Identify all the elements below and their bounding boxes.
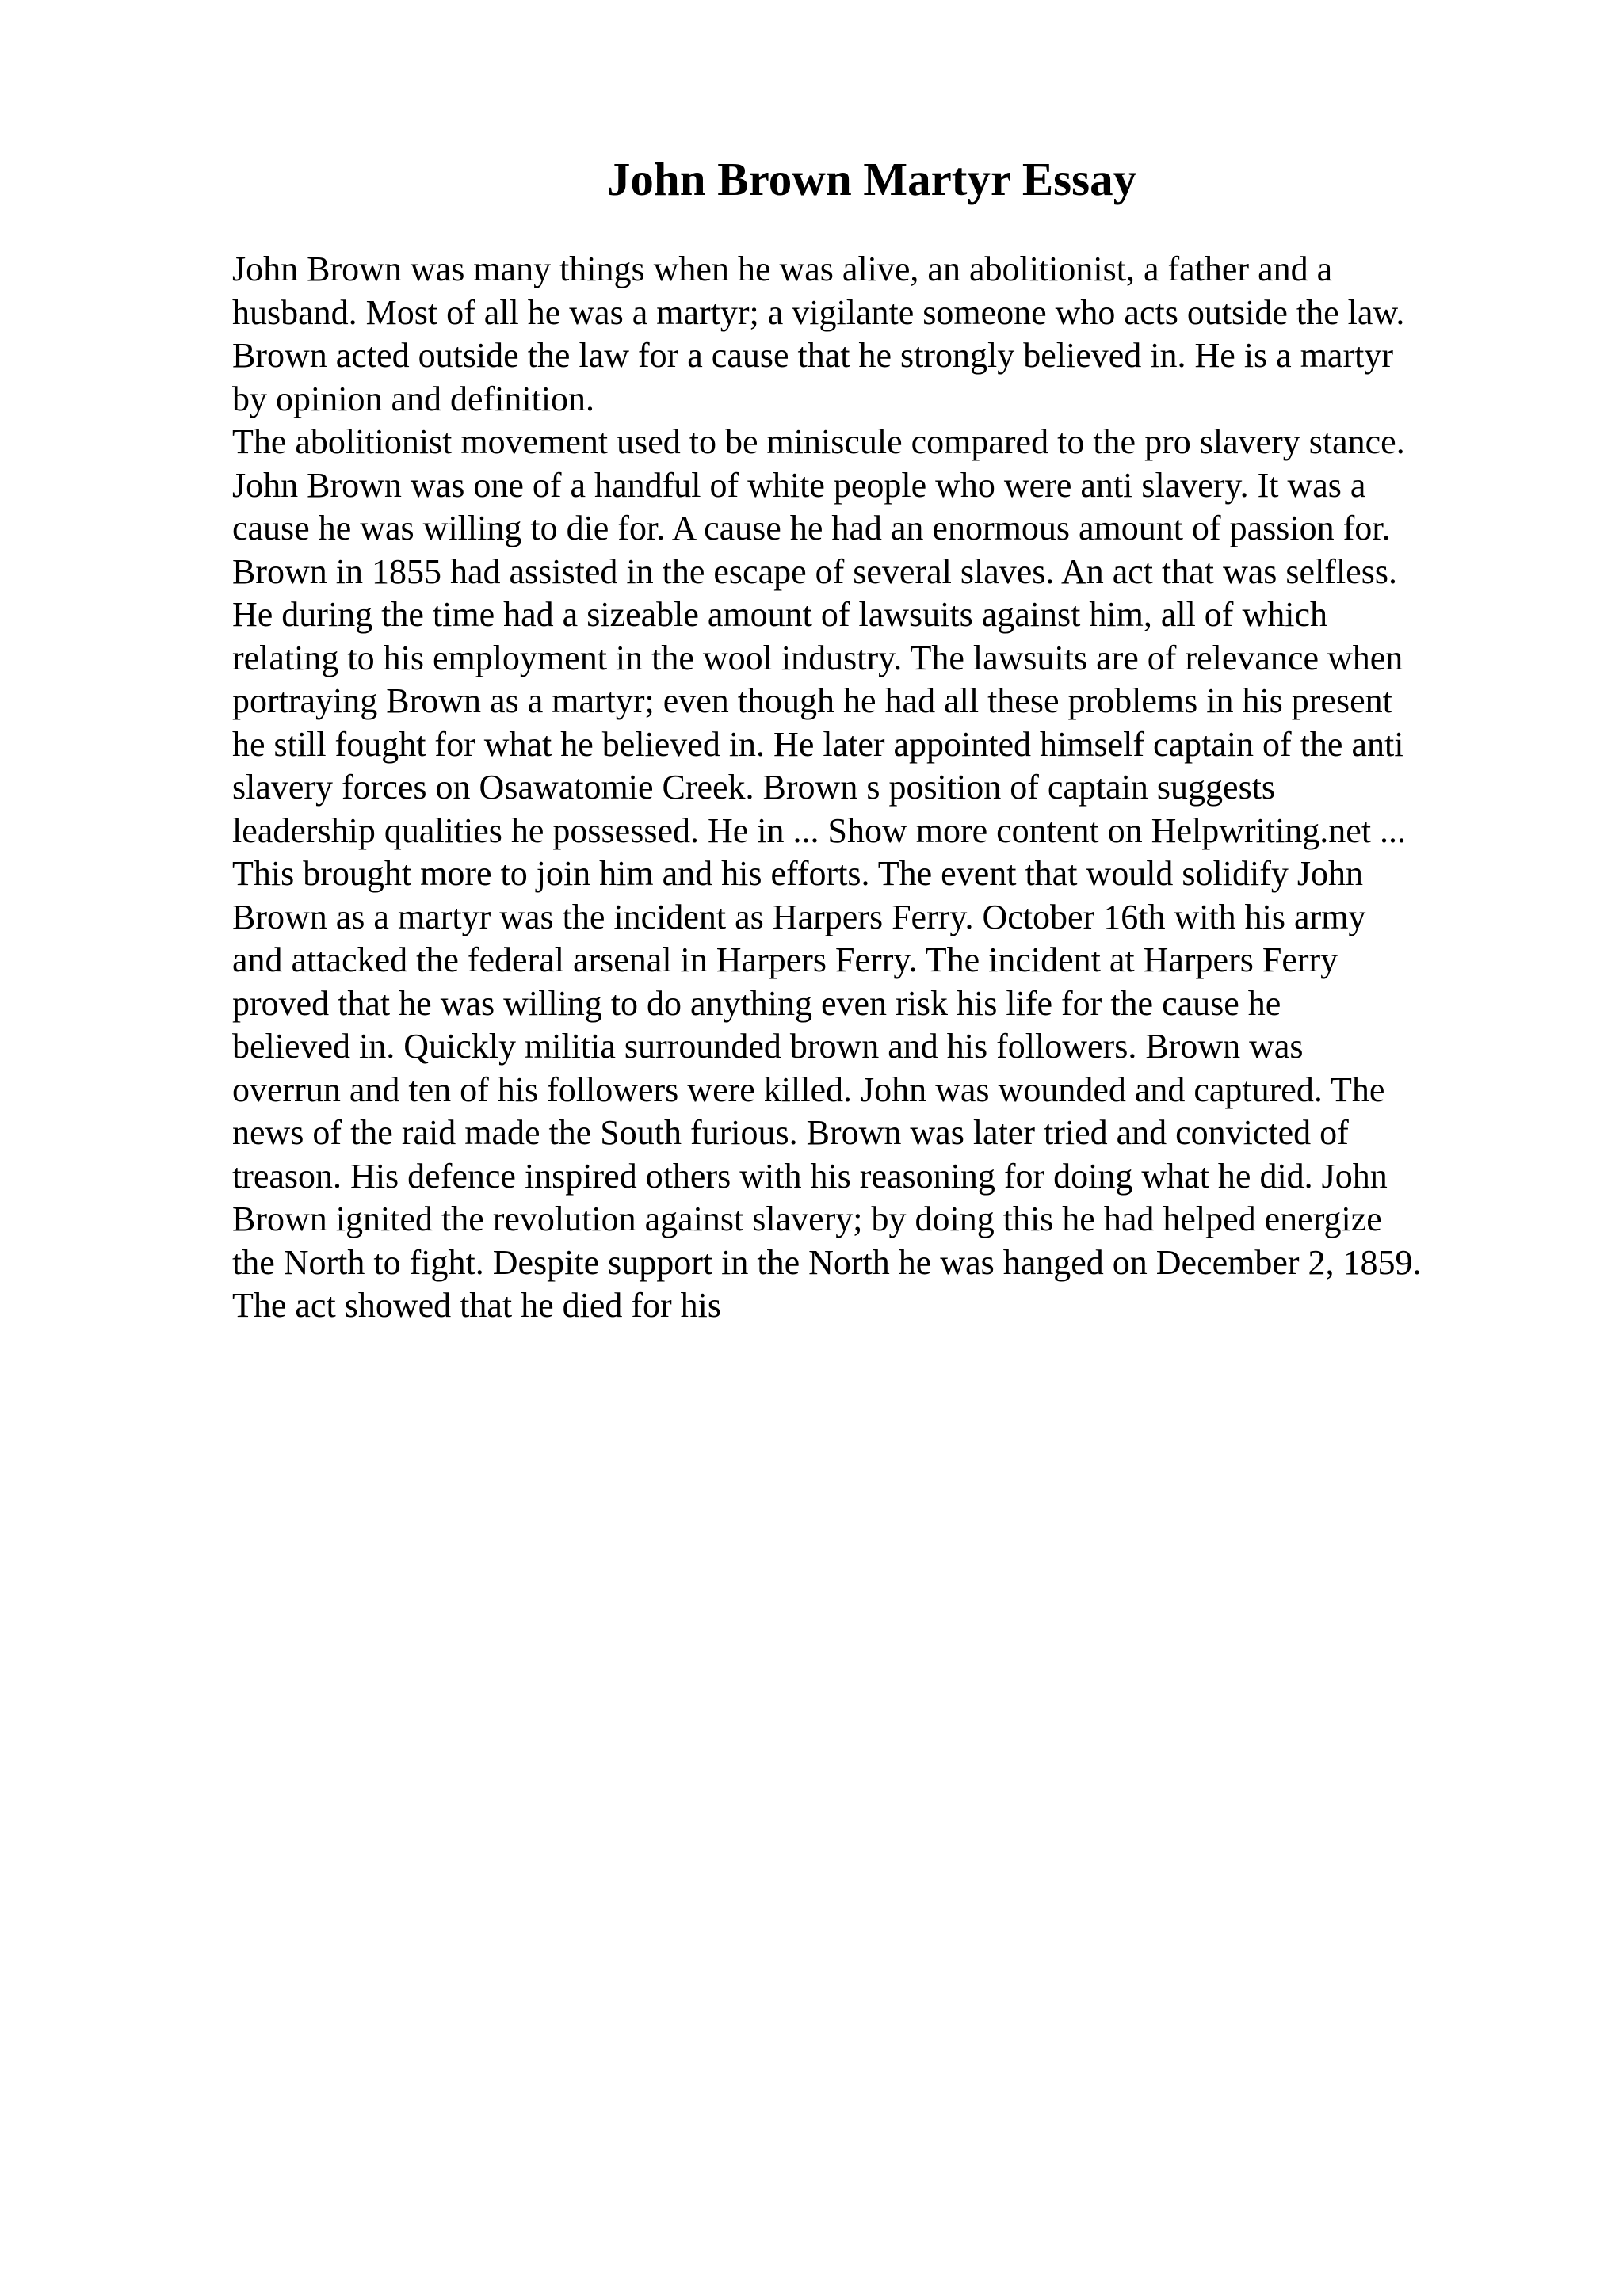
text-line: slavery forces on Osawatomie Creek. Brown s position of captain suggests: [232, 768, 1276, 807]
text-line: Brown ignited the revolution against slavery; by doing this he had helped energize: [232, 1199, 1382, 1238]
text-line: He during the time had a sizeable amount of lawsuits against him, all of which: [232, 595, 1327, 634]
text-line: This brought more to join him and his efforts. The event that would solidify John: [232, 854, 1363, 893]
text-line: overrun and ten of his followers were killed. John was wounded and captured. The: [232, 1070, 1385, 1109]
text-line: the North to fight. Despite support in the North he was hanged on December 2, 1859.: [232, 1242, 1422, 1282]
text-line: cause he was willing to die for. A cause he had an enormous amount of passion for.: [232, 509, 1391, 547]
text-line: and attacked the federal arsenal in Harpers Ferry. The incident at Harpers Ferry: [232, 940, 1338, 979]
text-line: John Brown was one of a handful of white people who were anti slavery. It was a: [232, 465, 1366, 505]
text-line: relating to his employment in the wool industry. The lawsuits are of relevance when: [232, 638, 1403, 677]
text-line: portraying Brown as a martyr; even though he had all these problems in his present: [232, 681, 1392, 720]
text-line: husband. Most of all he was a martyr; a vigilante someone who acts outside the law.: [232, 292, 1405, 332]
text-line: Brown as a martyr was the incident as Harpers Ferry. October 16th with his army: [232, 897, 1366, 936]
text-line: by opinion and definition.: [232, 379, 595, 418]
page-title: John Brown Martyr Essay: [606, 153, 1137, 205]
text-line: Brown acted outside the law for a cause that he strongly believed in. He is a martyr: [232, 336, 1393, 375]
text-line: news of the raid made the South furious. Brown was later tried and convicted of: [232, 1113, 1349, 1152]
text-line: The act showed that he died for his: [232, 1286, 722, 1325]
essay-body: [232, 248, 1422, 1328]
text-line: The abolitionist movement used to be miniscule compared to the pro slavery stance.: [232, 422, 1405, 461]
text-line: John Brown was many things when he was alive, an abolitionist, a father and a: [232, 250, 1333, 288]
text-line: proved that he was willing to do anything even risk his life for the cause he: [232, 983, 1281, 1023]
text-line: treason. His defence inspired others with his reasoning for doing what he did. John: [232, 1156, 1388, 1196]
text-line: he still fought for what he believed in. He later appointed himself captain of the anti: [232, 724, 1404, 764]
text-line: leadership qualities he possessed. He in ... Show more content on Helpwriting.net ...: [232, 810, 1407, 850]
text-line: believed in. Quickly militia surrounded brown and his followers. Brown was: [232, 1027, 1304, 1066]
text-line: Brown in 1855 had assisted in the escape of several slaves. An act that was selfless.: [232, 551, 1397, 591]
